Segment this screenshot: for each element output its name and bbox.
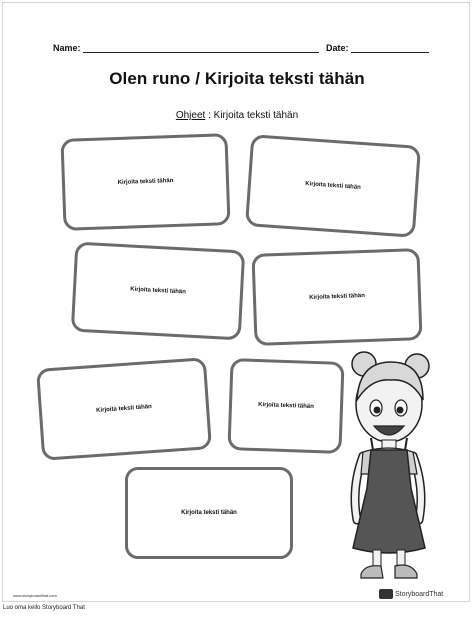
text-box-label: Kirjoita teksti tähän [309,293,365,301]
text-box-1[interactable] [60,133,230,231]
name-label: Name: [53,43,81,53]
instructions-text: Kirjoita teksti tähän [213,110,299,121]
text-box-label: Kirjoita teksti tähän [130,286,186,296]
instructions-label: Ohjeet [175,110,206,121]
shoe-right [395,565,417,578]
logo-badge-icon [379,589,393,599]
text-box-label: Kirjoita teksti tähän [181,510,237,516]
text-box-label: Kirjoita teksti tähän [258,402,314,410]
storyboard-logo [379,589,443,599]
instructions-separator: : [205,110,214,121]
logo-text: StoryboardThat [395,590,444,598]
text-box-label: Kirjoita teksti tähän [117,178,174,186]
worksheet [2,2,470,602]
text-box-7[interactable] [125,467,293,559]
instructions [3,110,471,121]
text-box-2[interactable] [245,134,421,238]
date-label: Date: [326,43,349,53]
worksheet-title: Olen runo / Kirjoita teksti tähän [109,69,365,88]
text-box-label: Kirjoita teksti tähän [305,181,361,191]
date-field-line[interactable] [351,52,429,53]
bottom-caption: Luo oma kello Storyboard That [3,605,85,611]
text-box-3[interactable] [71,242,245,341]
text-box-6[interactable] [227,358,344,454]
name-field-line[interactable] [83,52,319,53]
shoe-left [361,566,383,578]
text-box-5[interactable] [36,357,212,461]
text-box-label: Kirjoita teksti tähän [96,404,152,414]
girl-character-illustration [341,348,433,588]
text-box-4[interactable] [251,248,422,346]
footer-url: www.storyboardthat.com [13,593,57,598]
